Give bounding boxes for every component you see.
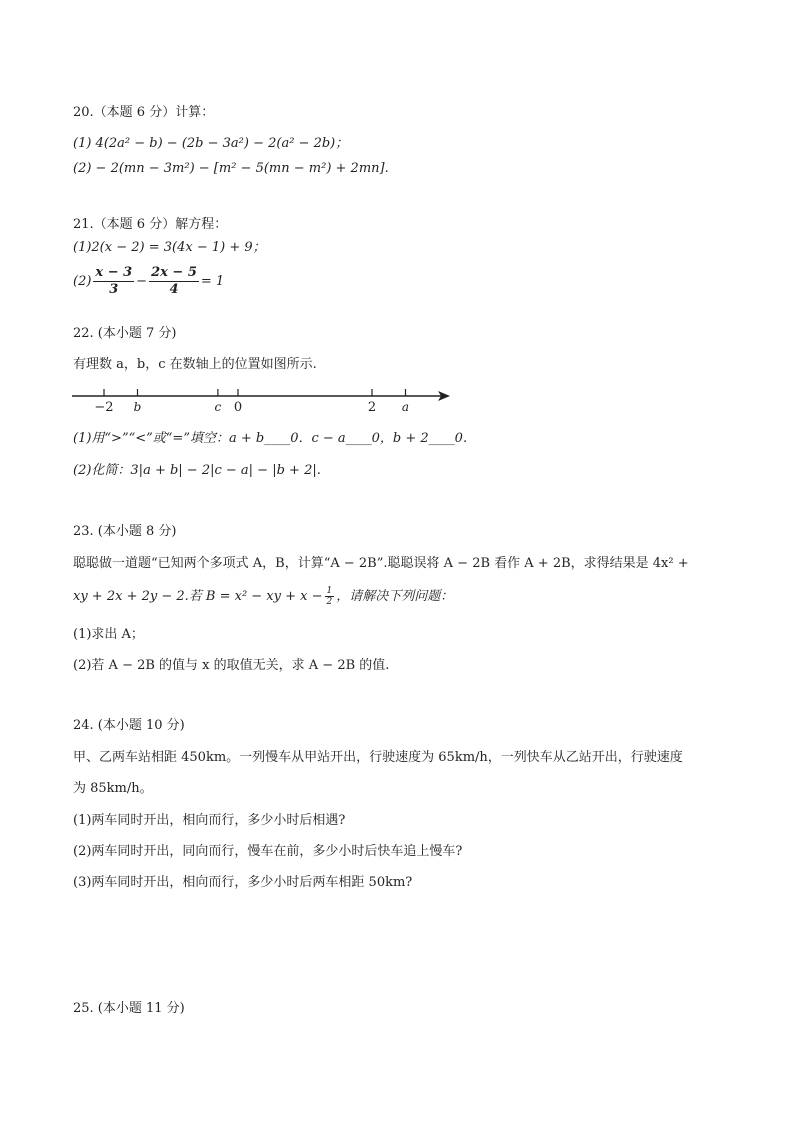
q21-part2 bbox=[73, 264, 224, 300]
q21-title: 21.（本题 6 分）解方程： bbox=[73, 217, 228, 232]
q21-fraction-2 bbox=[149, 265, 199, 298]
q21-part2-suffix: = 1 bbox=[200, 274, 225, 289]
q22-title: 22. (本小题 7 分) bbox=[73, 326, 177, 341]
number-line-label-2: c bbox=[214, 400, 222, 414]
q24-part3: (3)两车同时开出，相向而行，多少小时后两车相距 50km? bbox=[73, 875, 413, 890]
q21-fraction-1-numerator: x − 3 bbox=[95, 265, 133, 280]
number-line-label-3: 0 bbox=[233, 400, 243, 415]
q22-intro: 有理数 a，b，c 在数轴上的位置如图所示. bbox=[73, 357, 317, 372]
number-line-label-4: 2 bbox=[367, 400, 377, 415]
q21-part1: (1)2(x − 2) = 3(4x − 1) + 9； bbox=[73, 240, 266, 255]
q20-part2: (2) − 2(mn − 3m²) − [m² − 5(mn − m²) + 2mn]. bbox=[73, 161, 389, 176]
number-line-label-1: b bbox=[133, 400, 142, 414]
q24-line2: 为 85km/h。 bbox=[73, 781, 153, 796]
q25-title: 25. (本小题 11 分) bbox=[73, 1001, 185, 1016]
q20-part1: (1) 4(2a² − b) − (2b − 3a²) − 2(a² − 2b)； bbox=[73, 136, 349, 151]
q24-part2: (2)两车同时开出，同向而行，慢车在前，多少小时后快车追上慢车? bbox=[73, 844, 463, 859]
q21-fraction-1 bbox=[93, 265, 134, 298]
q23-line2-a: xy + 2x + 2y − 2.若 B = x² − xy + x − bbox=[73, 589, 323, 604]
number-line bbox=[70, 384, 460, 418]
q23-half-numerator: 1 bbox=[326, 586, 333, 596]
number-line-label-0: −2 bbox=[94, 400, 114, 415]
q22-part1: (1)用“>”“<”或“=”填空：a + b____0．c − a____0，b + 2____0. bbox=[73, 431, 468, 446]
q23-title: 23. (本小题 8 分) bbox=[73, 524, 177, 539]
q23-half-fraction bbox=[325, 586, 335, 607]
q21-fraction-2-numerator: 2x − 5 bbox=[151, 265, 197, 280]
number-line-label-5: a bbox=[401, 400, 410, 414]
q21-part2-prefix: (2) bbox=[73, 274, 92, 289]
q23-line2-b: ，请解决下列问题： bbox=[336, 589, 454, 604]
q23-line2 bbox=[73, 584, 453, 610]
q23-part2: (2)若 A − 2B 的值与 x 的取值无关，求 A − 2B 的值. bbox=[73, 658, 390, 673]
q23-line1: 聪聪做一道题“已知两个多项式 A，B，计算“A − 2B”.聪聪误将 A − 2B 看作 A + 2B，求得结果是 4x² + bbox=[73, 556, 689, 571]
q21-fraction-1-denominator: 3 bbox=[109, 282, 119, 297]
q21-minus: − bbox=[136, 274, 148, 289]
q24-part1: (1)两车同时开出，相向而行，多少小时后相遇? bbox=[73, 813, 346, 828]
q23-half-denominator: 2 bbox=[326, 597, 333, 607]
q24-line1: 甲、乙两车站相距 450km。一列慢车从甲站开出，行驶速度为 65km/h，一列快车从乙站开出，行驶速度 bbox=[73, 750, 683, 765]
q20-title: 20.（本题 6 分）计算： bbox=[73, 105, 215, 120]
q21-fraction-2-denominator: 4 bbox=[169, 282, 179, 297]
q22-part2: (2)化简：3|a + b| − 2|c − a| − |b + 2|. bbox=[73, 463, 321, 478]
q23-part1: (1)求出 A； bbox=[73, 627, 144, 642]
q24-title: 24. (本小题 10 分) bbox=[73, 718, 185, 733]
